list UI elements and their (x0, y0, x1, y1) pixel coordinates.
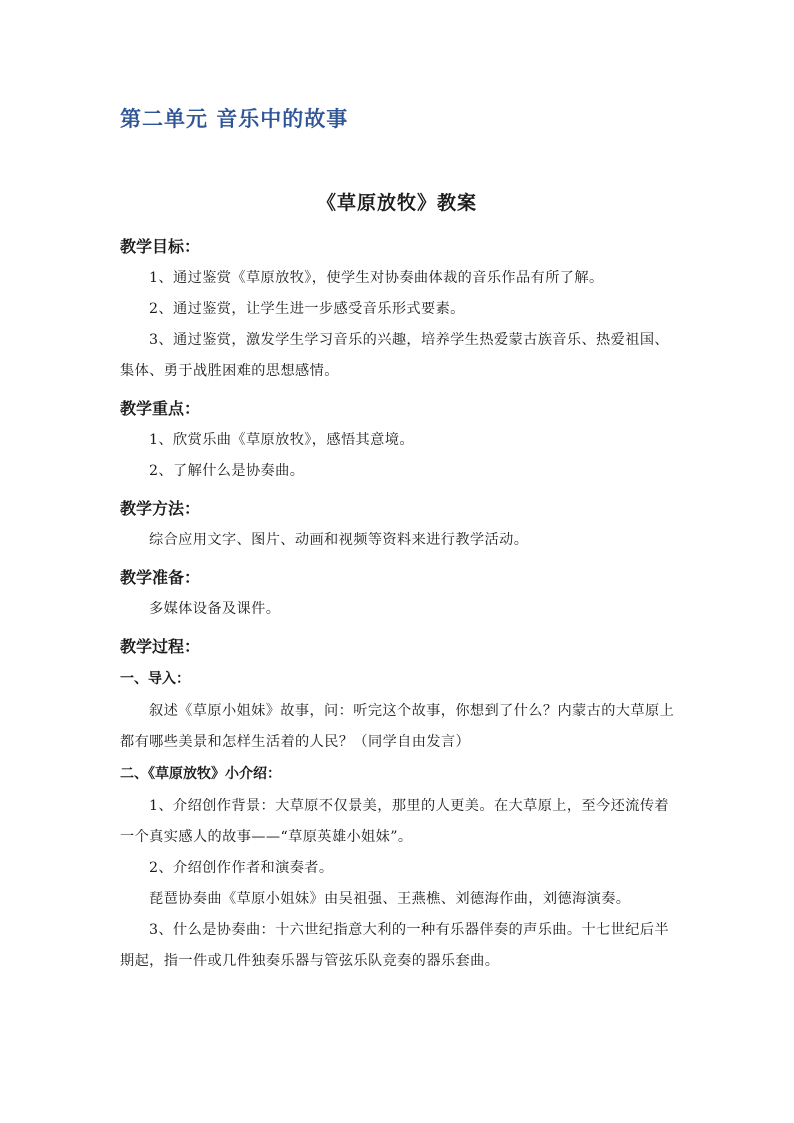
goal-item: 1、通过鉴赏《草原放牧》，使学生对协奏曲体裁的音乐作品有所了解。 (149, 270, 604, 286)
methods-text: 综合应用文字、图片、动画和视频等资料来进行教学活动。 (149, 532, 529, 548)
preparation-text: 多媒体设备及课件。 (149, 601, 281, 617)
methods-heading: 教学方法： (120, 499, 201, 518)
key-points-heading: 教学重点： (120, 399, 201, 418)
goal-item: 3、通过鉴赏，激发学生学习音乐的兴趣，培养学生热爱蒙古族音乐、热爱祖国、集体、勇于战胜困难的思想感情。 (120, 332, 669, 379)
intro-subheading: 一、导入： (120, 671, 190, 687)
key-point-item: 1、欣赏乐曲《草原放牧》，感悟其意境。 (149, 432, 414, 448)
key-point-item: 2、了解什么是协奏曲。 (149, 463, 305, 479)
document-body (120, 230, 676, 977)
intro-text: 叙述《草原小姐妹》故事，问：听完这个故事，你想到了什么？内蒙古的大草原上都有哪些美景和怎样生活着的人民？（同学自由发言） (120, 703, 675, 750)
overview-item: 1、介绍创作背景：大草原不仅景美，那里的人更美。在大草原上，至今还流传着一个真实感人的故事——“草原英雄小姐妹”。 (120, 798, 669, 845)
goal-item: 2、通过鉴赏，让学生进一步感受音乐形式要素。 (149, 301, 465, 317)
goals-heading: 教学目标： (120, 237, 201, 256)
overview-item: 琵琶协奏曲《草原小姐妹》由吴祖强、王燕樵、刘德海作曲，刘德海演奏。 (149, 891, 631, 907)
preparation-heading: 教学准备： (120, 568, 201, 587)
overview-item: 2、介绍创作作者和演奏者。 (149, 860, 334, 876)
overview-item: 3、什么是协奏曲：十六世纪指意大利的一种有乐器伴奏的声乐曲。十七世纪后半期起，指一件或几件独奏乐器与管弦乐队竞奏的器乐套曲。 (120, 922, 669, 969)
process-heading: 教学过程： (120, 637, 201, 656)
overview-subheading: 二、《草原放牧》小介绍： (120, 766, 281, 782)
document-title: 《草原放牧》教案 (316, 192, 477, 214)
unit-title: 第二单元 音乐中的故事 (120, 106, 349, 131)
